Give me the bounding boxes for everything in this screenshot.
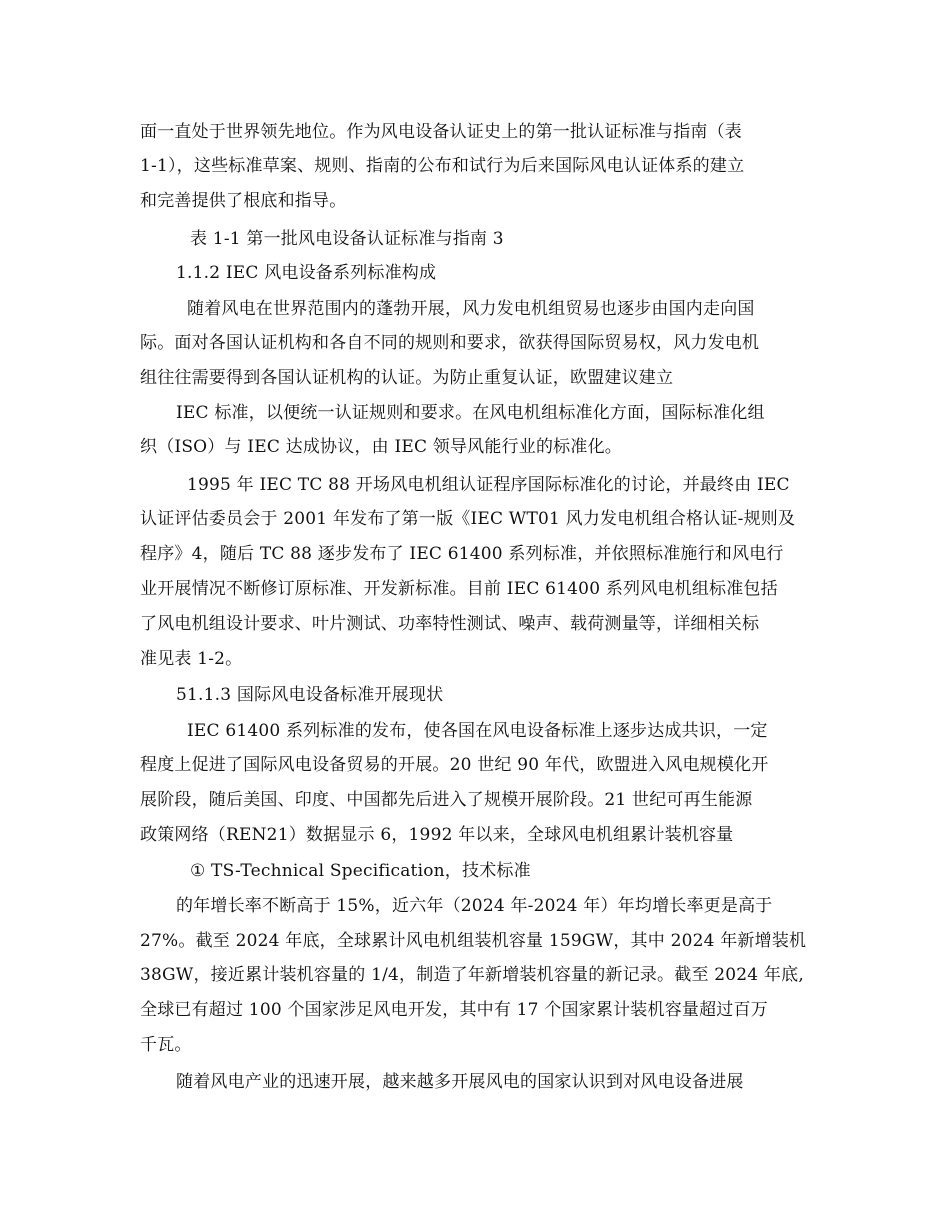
body-line-10: 织（ISO）与 IEC 达成协议，由 IEC 领导风能行业的标准化。 bbox=[140, 437, 622, 457]
footnote: ① TS-Technical Specification，技术标准 bbox=[190, 861, 531, 881]
body-line-21: 政策网络（REN21）数据显示 6，1992 年以来，全球风电机组累计装机容量 bbox=[140, 825, 734, 845]
section-heading-1-1-2: 1.1.2 IEC 风电设备系列标准构成 bbox=[176, 263, 437, 283]
body-line-3: 和完善提供了根底和指导。 bbox=[140, 191, 347, 211]
body-line-12: 认证评估委员会于 2001 年发布了第一版《IEC WT01 风力发电机组合格认证-规则及 bbox=[140, 509, 796, 529]
body-line-24: 27%。截至 2024 年底，全球累计风电机组装机容量 159GW，其中 2024 年新增装机 bbox=[140, 931, 807, 951]
body-line-1: 面一直处于世界领先地位。作为风电设备认证史上的第一批认证标准与指南（表 bbox=[140, 122, 742, 142]
body-line-8: 组往往需要得到各国认证机构的认证。为防止重复认证，欧盟建议建立 bbox=[140, 368, 674, 388]
body-line-27: 千瓦。 bbox=[140, 1035, 192, 1055]
body-line-23: 的年增长率不断高于 15%，近六年（2024 年-2024 年）年均增长率更是高于 bbox=[176, 896, 773, 916]
body-line-6: 随着风电在世界范围内的蓬勃开展，风力发电机组贸易也逐步由国内走向国 bbox=[187, 299, 755, 319]
body-line-25: 38GW，接近累计装机容量的 1/4，制造了年新增装机容量的新记录。截至 2024 年底, bbox=[140, 965, 804, 985]
body-line-15: 了风电机组设计要求、叶片测试、功率特性测试、噪声、载荷测量等，详细相关标 bbox=[140, 614, 760, 634]
body-line-9: IEC 标准，以便统一认证规则和要求。在风电机组标准化方面，国际标准化组 bbox=[176, 403, 765, 423]
body-line-18: IEC 61400 系列标准的发布，使各国在风电设备标准上逐步达成共识，一定 bbox=[187, 721, 768, 741]
body-line-16: 准见表 1-2。 bbox=[140, 649, 243, 669]
body-line-20: 展阶段，随后美国、印度、中国都先后进入了规模开展阶段。21 世纪可再生能源 bbox=[140, 790, 753, 810]
body-line-7: 际。面对各国认证机构和各自不同的规则和要求，欲获得国际贸易权，风力发电机 bbox=[140, 333, 760, 353]
body-line-14: 业开展情况不断修订原标准、开发新标准。目前 IEC 61400 系列风电机组标准包括 bbox=[140, 579, 778, 599]
body-line-26: 全球已有超过 100 个国家涉足风电开发，其中有 17 个国家累计装机容量超过百万 bbox=[140, 1000, 768, 1020]
table-caption: 表 1-1 第一批风电设备认证标准与指南 3 bbox=[190, 229, 504, 249]
body-line-19: 程度上促进了国际风电设备贸易的开展。20 世纪 90 年代，欧盟进入风电规模化开 bbox=[140, 755, 769, 775]
body-line-11: 1995 年 IEC TC 88 开场风电机组认证程序国际标准化的讨论，并最终由 IEC bbox=[187, 475, 790, 495]
section-heading-1-1-3: 51.1.3 国际风电设备标准开展现状 bbox=[176, 685, 444, 705]
body-line-28: 随着风电产业的迅速开展，越来越多开展风电的国家认识到对风电设备进展 bbox=[176, 1072, 744, 1092]
body-line-2: 1-1），这些标准草案、规则、指南的公布和试行为后来国际风电认证体系的建立 bbox=[140, 156, 745, 176]
body-line-13: 程序》4，随后 TC 88 逐步发布了 IEC 61400 系列标准，并依照标准施行和风电行 bbox=[140, 544, 784, 564]
